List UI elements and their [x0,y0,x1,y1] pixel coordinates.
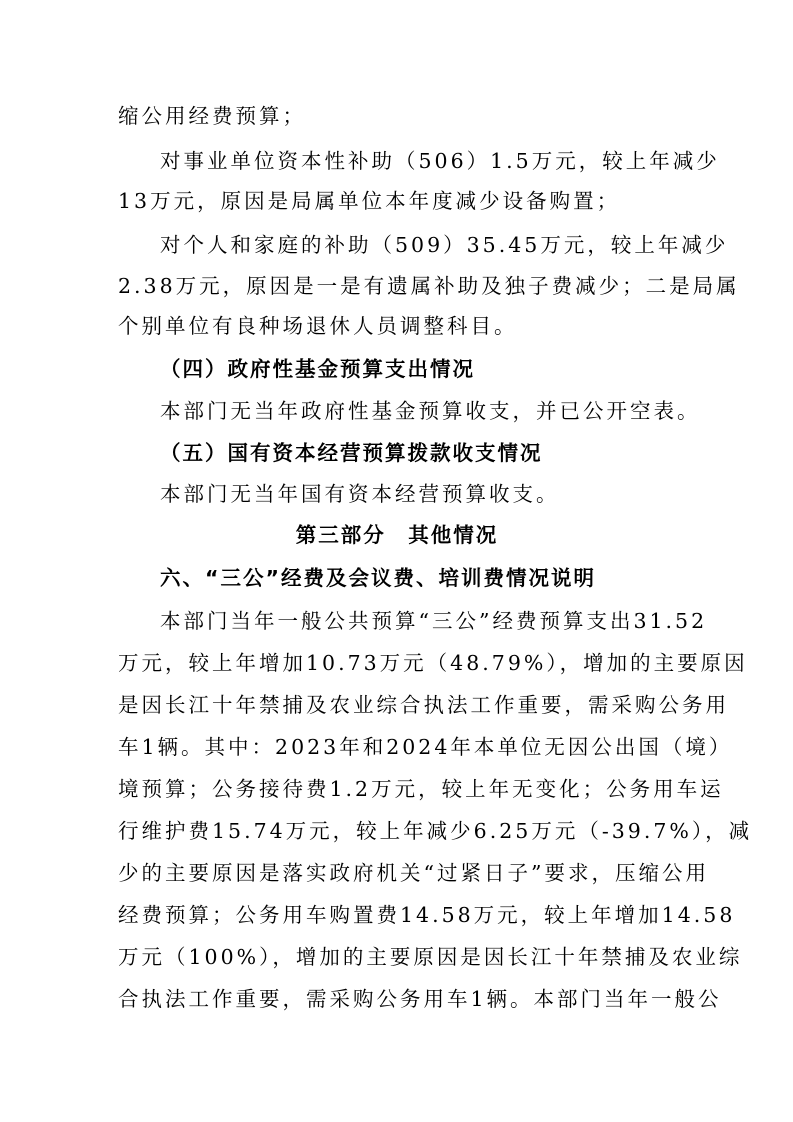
part-title: 第三部分 其他情况 [295,523,499,547]
paragraph-line: 少的主要原因是落实政府机关“过紧日子”要求，压缩公用 [118,861,709,885]
paragraph-line: 行维护费15.74万元，较上年减少6.25万元（-39.7%），减 [118,819,753,843]
paragraph-line: 缩公用经费预算； [118,104,306,128]
paragraph-line: 是因长江十年禁捕及农业综合执法工作重要，需采购公务用 [118,693,729,717]
paragraph-line: 对事业单位资本性补助（506）1.5万元，较上年减少 [160,149,720,173]
paragraph-line: 合执法工作重要，需采购公务用车1辆。本部门当年一般公 [118,987,722,1011]
paragraph-line: 对个人和家庭的补助（509）35.45万元，较上年减少 [160,233,729,257]
section-heading: （四）政府性基金预算支出情况 [160,357,475,381]
paragraph-line: 本部门无当年政府性基金预算收支，并已公开空表。 [160,399,701,423]
paragraph-line: 车1辆。其中：2023年和2024年本单位无因公出国（境） [118,735,733,759]
paragraph-line: 经费预算；公务用车购置费14.58万元，较上年增加14.58 [118,903,736,927]
paragraph-line: 2.38万元，原因是一是有遗属补助及独子费减少；二是局属 [118,274,740,298]
paragraph-line: 万元，较上年增加10.73万元（48.79%），增加的主要原因 [118,651,748,675]
section-heading: 六、“三公”经费及会议费、培训费情况说明 [160,566,596,590]
paragraph-line: 境预算；公务接待费1.2万元，较上年无变化；公务用车运 [118,777,724,801]
section-heading: （五）国有资本经营预算拨款收支情况 [160,441,543,465]
paragraph-line: 本部门无当年国有资本经营预算收支。 [160,482,560,506]
paragraph-line: 13万元，原因是局属单位本年度减少设备购置； [118,189,621,213]
paragraph-line: 本部门当年一般公共预算“三公”经费预算支出31.52 [160,609,708,633]
paragraph-line: 个别单位有良种场退休人员调整科目。 [118,314,518,338]
paragraph-line: 万元（100%），增加的主要原因是因长江十年禁捕及农业综 [118,945,743,969]
